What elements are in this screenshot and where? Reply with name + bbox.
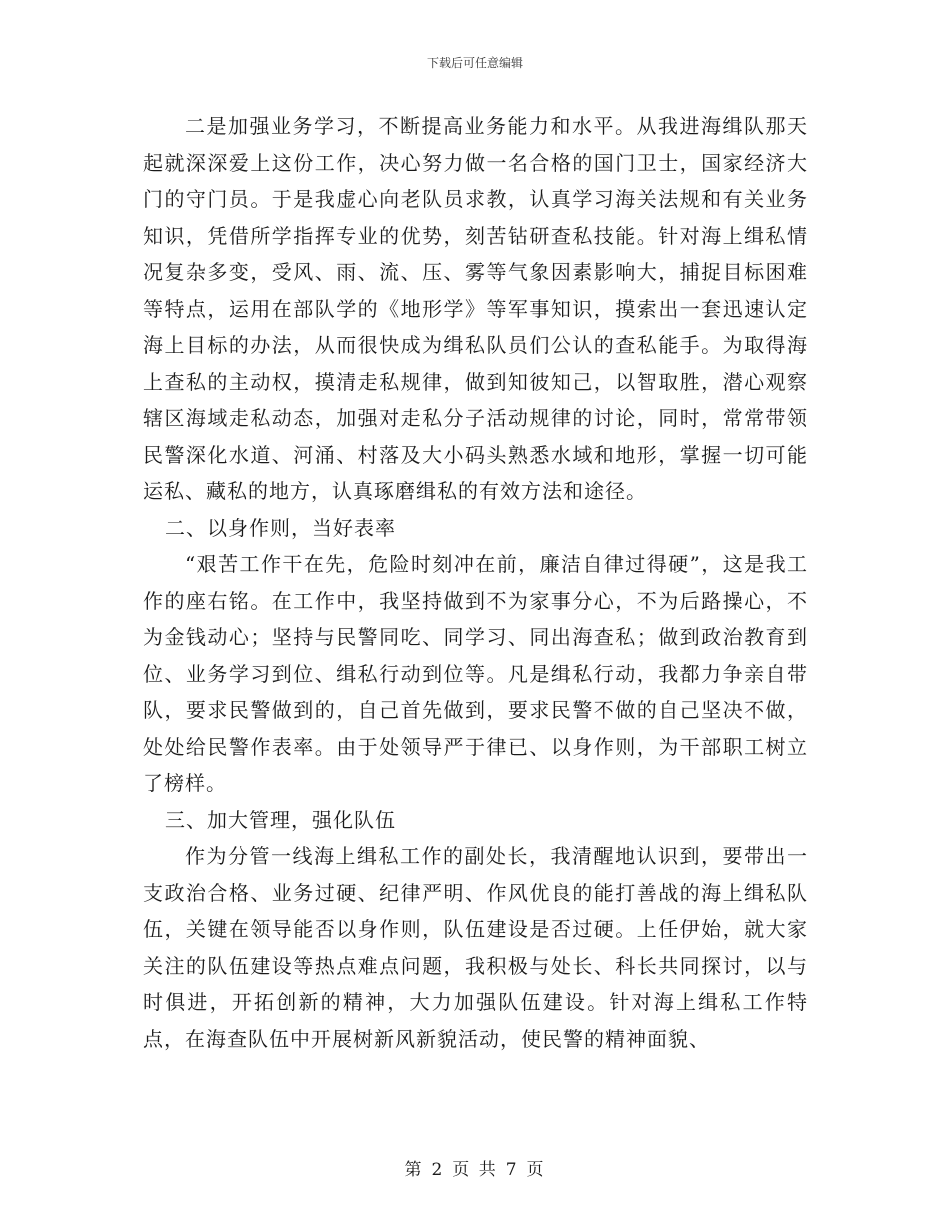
section-heading-strengthen-team: 三、加大管理，强化队伍: [165, 807, 396, 832]
footer-prefix: 第: [404, 1160, 424, 1180]
document-body: [143, 108, 808, 1057]
footer-suffix: 页: [526, 1160, 546, 1180]
footer-total-pages: 7: [505, 1160, 519, 1180]
paragraph-team-building: 作为分管一线海上缉私工作的副处长，我清醒地认识到，要带出一支政治合格、业务过硬、纪律严明、作风优良的能打善战的海上缉私队伍，关键在领导能否以身作则，队伍建设是否过硬。上任伊始，就大家关注的队伍建设等热点难点问题，我积极与处长、科长共同探讨，以与时俱进，开拓创新的精神，大力加强队伍建设。针对海上缉私工作特点，在海查队伍中开展树新风新貌活动，使民警的精神面貌、: [143, 844, 808, 1051]
footer-page-number: 2: [431, 1160, 445, 1180]
section-heading-lead-by-example: 二、以身作则，当好表率: [165, 515, 396, 540]
page-footer: [0, 1155, 950, 1180]
page-header-note: 下载后可任意编辑: [426, 56, 523, 70]
paragraph-business-study: 二是加强业务学习，不断提高业务能力和水平。从我进海缉队那天起就深深爱上这份工作，决心努力做一名合格的国门卫士，国家经济大门的守门员。于是我虚心向老队员求教，认真学习海关法规和有关业务知识，凭借所学指挥专业的优势，刻苦钻研查私技能。针对海上缉私情况复杂多变，受风、雨、流、压、雾等气象因素影响大，捕捉目标困难等特点，运用在部队学的《地形学》等军事知识，摸索出一套迅速认定海上目标的办法，从而很快成为缉私队员们公认的查私能手。为取得海上查私的主动权，摸清走私规律，做到知彼知己，以智取胜，潜心观察辖区海域走私动态，加强对走私分子活动规律的讨论，同时，常常带领民警深化水道、河涌、村落及大小码头熟悉水域和地形，掌握一切可能运私、藏私的地方，认真琢磨缉私的有效方法和途径。: [143, 114, 808, 503]
paragraph-motto: “艰苦工作干在先，危险时刻冲在前，廉洁自律过得硬”，这是我工作的座右铭。在工作中，我坚持做到不为家事分心，不为后路操心，不为金钱动心；坚持与民警同吃、同学习、同出海查私；做到政治教育到位、业务学习到位、缉私行动到位等。凡是缉私行动，我都力争亲自带队，要求民警做到的，自己首先做到，要求民警不做的自己坚决不做，处处给民警作表率。由于处领导严于律已、以身作则，为干部职工树立了榜样。: [143, 552, 808, 795]
footer-middle: 页 共: [452, 1160, 498, 1180]
